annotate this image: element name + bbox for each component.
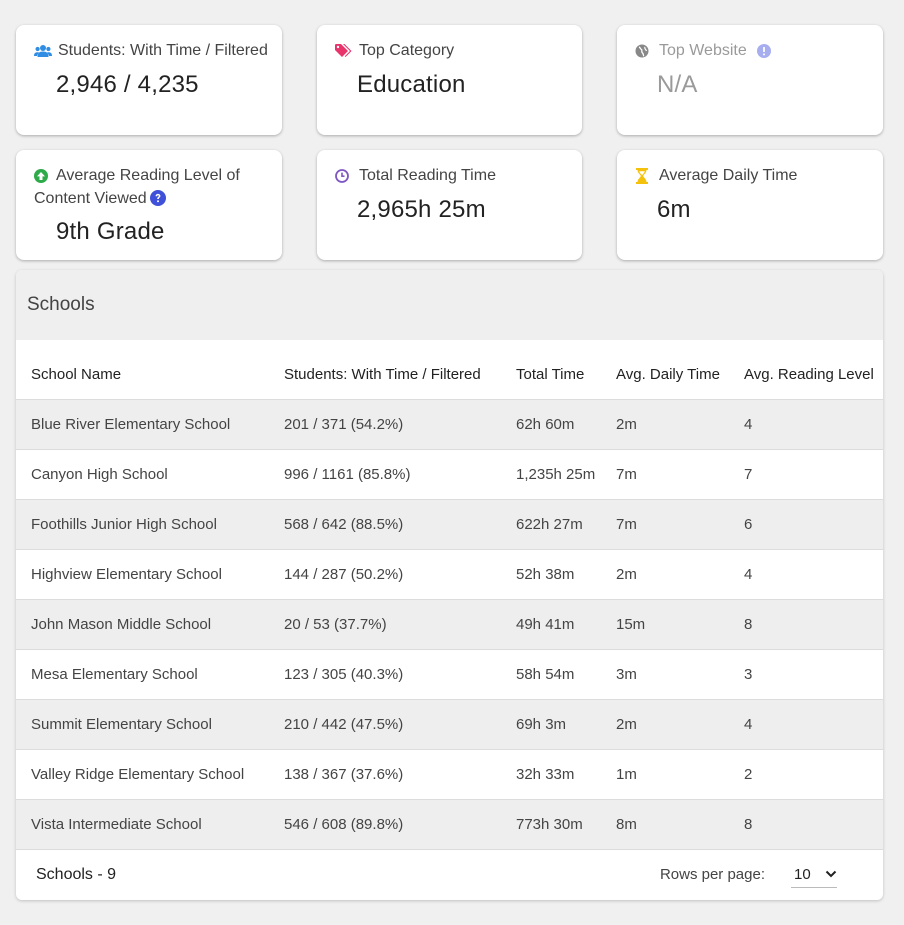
students-card — [16, 25, 282, 135]
school-name-cell: Blue River Elementary School — [16, 399, 284, 449]
top-category-card-header — [335, 39, 564, 62]
avg-reading-level-cell: 3 — [744, 649, 883, 699]
table-row[interactable] — [16, 399, 883, 449]
top-website-card-value: N/A — [657, 71, 698, 98]
avg-reading-level-cell: 4 — [744, 549, 883, 599]
total-time-cell: 62h 60m — [516, 399, 616, 449]
avg-reading-level-cell: 4 — [744, 399, 883, 449]
avg-daily-time-cell: 7m — [616, 449, 744, 499]
total-time-cell: 773h 30m — [516, 799, 616, 849]
rows-per-page-select[interactable] — [791, 862, 837, 888]
school-name-cell: Highview Elementary School — [16, 549, 284, 599]
hourglass-icon — [635, 164, 653, 187]
students-cell: 138 / 367 (37.6%) — [284, 749, 516, 799]
total-time-cell: 32h 33m — [516, 749, 616, 799]
table-row[interactable] — [16, 749, 883, 799]
top-category-card — [317, 25, 582, 135]
rows-per-page-value: 10 — [794, 865, 811, 883]
column-header-total-time[interactable]: Total Time — [516, 340, 616, 399]
students-cell: 144 / 287 (50.2%) — [284, 549, 516, 599]
avg-daily-time-cell: 15m — [616, 599, 744, 649]
column-header-students[interactable]: Students: With Time / Filtered — [284, 340, 516, 399]
top-website-card — [617, 25, 883, 135]
total-time-card — [317, 150, 582, 260]
students-cell: 996 / 1161 (85.8%) — [284, 449, 516, 499]
table-row[interactable] — [16, 499, 883, 549]
top-category-card-value: Education — [357, 71, 466, 98]
school-name-cell: Canyon High School — [16, 449, 284, 499]
school-name-cell: Mesa Elementary School — [16, 649, 284, 699]
daily-time-card — [617, 150, 883, 260]
chevron-down-icon — [825, 870, 837, 878]
table-row[interactable] — [16, 799, 883, 849]
school-name-cell: Summit Elementary School — [16, 699, 284, 749]
top-website-card-label: Top Website — [659, 42, 747, 59]
avg-reading-level-cell: 4 — [744, 699, 883, 749]
clock-icon — [335, 164, 353, 187]
total-time-card-label: Total Reading Time — [359, 167, 496, 184]
total-time-card-value: 2,965h 25m — [357, 196, 486, 223]
avg-daily-time-cell: 2m — [616, 399, 744, 449]
arrow-up-circle-icon — [34, 164, 52, 187]
avg-reading-level-cell: 7 — [744, 449, 883, 499]
school-name-cell: John Mason Middle School — [16, 599, 284, 649]
table-header-row — [16, 340, 883, 399]
column-header-avg-reading-level[interactable]: Avg. Reading Level — [744, 340, 883, 399]
globe-icon — [635, 39, 653, 62]
schools-table — [16, 340, 883, 850]
students-card-label: Students: With Time / Filtered — [58, 42, 268, 59]
users-icon — [34, 39, 52, 62]
avg-reading-level-cell: 8 — [744, 599, 883, 649]
table-row[interactable] — [16, 649, 883, 699]
reading-level-card — [16, 150, 282, 260]
top-website-card-header — [635, 39, 865, 62]
avg-reading-level-cell: 6 — [744, 499, 883, 549]
top-category-card-label: Top Category — [359, 42, 455, 59]
total-time-cell: 69h 3m — [516, 699, 616, 749]
avg-daily-time-cell: 1m — [616, 749, 744, 799]
table-footer — [16, 850, 883, 900]
table-row[interactable] — [16, 699, 883, 749]
daily-time-card-value: 6m — [657, 196, 691, 223]
total-time-cell: 622h 27m — [516, 499, 616, 549]
daily-time-card-label: Average Daily Time — [659, 167, 798, 184]
total-time-cell: 1,235h 25m — [516, 449, 616, 499]
help-icon[interactable] — [150, 190, 166, 206]
avg-reading-level-cell: 2 — [744, 749, 883, 799]
students-cell: 210 / 442 (47.5%) — [284, 699, 516, 749]
tags-icon — [335, 39, 353, 62]
avg-daily-time-cell: 2m — [616, 549, 744, 599]
column-header-avg-daily-time[interactable]: Avg. Daily Time — [616, 340, 744, 399]
students-cell: 20 / 53 (37.7%) — [284, 599, 516, 649]
total-time-card-header — [335, 164, 564, 187]
table-row[interactable] — [16, 599, 883, 649]
table-row[interactable] — [16, 549, 883, 599]
reading-level-card-label: Average Reading Level of Content Viewed — [34, 167, 240, 207]
rows-per-page-label: Rows per page: — [659, 866, 765, 883]
school-name-cell: Foothills Junior High School — [16, 499, 284, 549]
column-header-school-name[interactable]: School Name — [16, 340, 284, 399]
total-time-cell: 49h 41m — [516, 599, 616, 649]
avg-daily-time-cell: 8m — [616, 799, 744, 849]
avg-daily-time-cell: 3m — [616, 649, 744, 699]
reading-level-card-header — [34, 164, 264, 210]
avg-reading-level-cell: 8 — [744, 799, 883, 849]
total-time-cell: 58h 54m — [516, 649, 616, 699]
table-row[interactable] — [16, 449, 883, 499]
daily-time-card-header — [635, 164, 865, 187]
students-card-value: 2,946 / 4,235 — [56, 71, 199, 98]
students-cell: 201 / 371 (54.2%) — [284, 399, 516, 449]
total-time-cell: 52h 38m — [516, 549, 616, 599]
students-card-header — [34, 39, 268, 62]
rows-per-page — [660, 862, 837, 888]
students-cell: 123 / 305 (40.3%) — [284, 649, 516, 699]
school-name-cell: Valley Ridge Elementary School — [16, 749, 284, 799]
schools-panel-title: Schools — [16, 270, 883, 340]
students-cell: 546 / 608 (89.8%) — [284, 799, 516, 849]
info-icon[interactable] — [757, 39, 771, 62]
school-name-cell: Vista Intermediate School — [16, 799, 284, 849]
students-cell: 568 / 642 (88.5%) — [284, 499, 516, 549]
reading-level-card-value: 9th Grade — [56, 218, 165, 245]
avg-daily-time-cell: 2m — [616, 699, 744, 749]
schools-panel — [16, 270, 883, 900]
schools-count: Schools - 9 — [36, 865, 117, 883]
avg-daily-time-cell: 7m — [616, 499, 744, 549]
